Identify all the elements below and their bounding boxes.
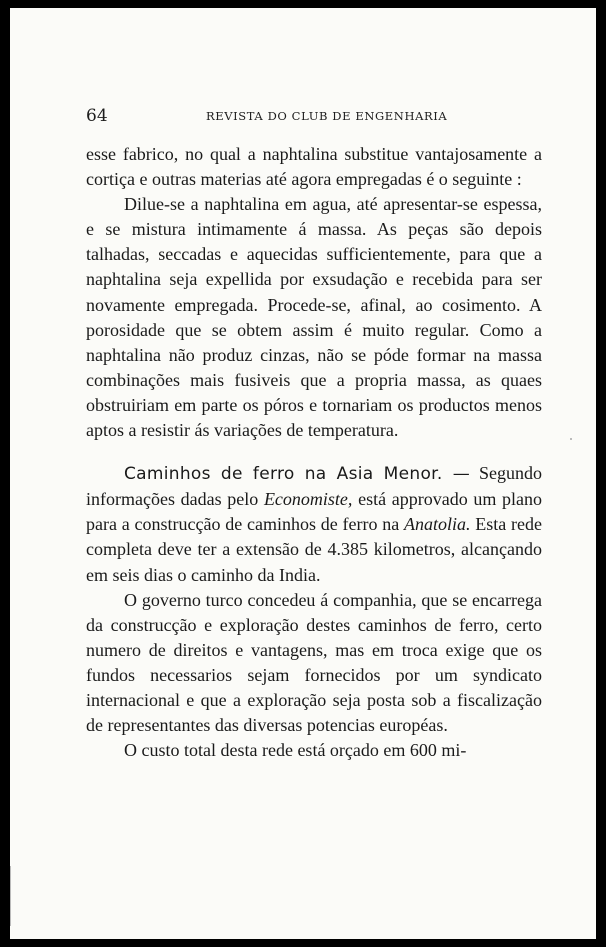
- page-number: 64: [86, 106, 108, 126]
- paragraph-3-text-before: Segundo informações dadas pelo: [86, 463, 542, 510]
- scanned-page: [10, 8, 596, 939]
- page-header: [86, 106, 542, 126]
- section-title: Caminhos de ferro na Asia Menor. —: [124, 464, 471, 485]
- running-title: REVISTA DO CLUB DE ENGENHARIA: [206, 109, 448, 123]
- place-name: Anatolia.: [404, 514, 471, 535]
- scan-speck: [570, 438, 572, 440]
- article-body: [86, 142, 542, 763]
- source-name: Economiste,: [263, 489, 353, 510]
- paragraph-2: Dilue-se a naphtalina em agua, até apresentar-se espessa, e se mistura intimamente á massa. As peças são depois talhadas, seccadas e aquecidas sufficientemente, para que a naphtalina seja expellida por exsudação e recebida para ser novamente empregada. Procede-se, afinal, ao cosimento. A porosidade que se obtem assim é muito regular. Como a naphtalina não produz cinzas, não se póde formar na massa combinações mais fusiveis que a propria massa, as quaes obstruiriam em parte os póros e tornariam os productos menos aptos a resistir ás variações de temperatura.: [86, 194, 542, 441]
- scan-edge-mark: [10, 866, 11, 926]
- paragraph-3: [86, 461, 542, 587]
- paragraph-3-text-middle: está approvado um plano para a construcção de caminhos de ferro na: [86, 489, 543, 535]
- paragraph-1: esse fabrico, no qual a naphtalina substitue vantajosamente a cortiça e outras materias até agora empregadas é o seguinte :: [86, 144, 542, 190]
- paragraph-5: O custo total desta rede está orçado em 600 mi-: [124, 740, 467, 761]
- paragraph-4: O governo turco concedeu á companhia, que se encarrega da construcção e exploração destes caminhos de ferro, certo numero de direitos e vantagens, mas em troca exige que os fundos necessarios sejam fornecidos por um syndicato internacional e que a exploração seja posta sob a fiscalização de representantes das diversas potencias européas.: [86, 589, 542, 736]
- paragraph-3-text-after: Esta rede completa deve ter a extensão de 4.385 kilometros, alcançando em seis dias o caminho da India.: [86, 514, 543, 585]
